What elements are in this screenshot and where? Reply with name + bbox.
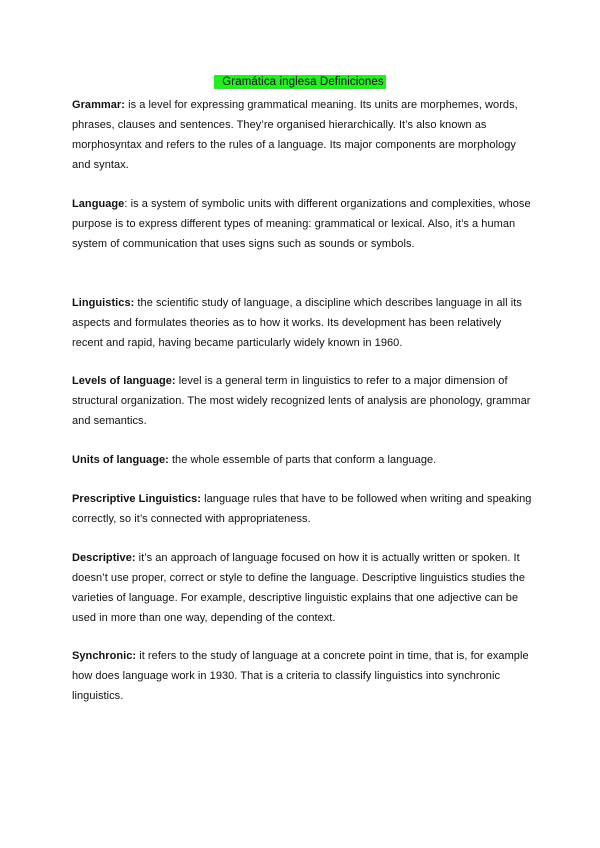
- definition-text-linguistics: the scientific study of language, a discipline which describes language in all its aspects and formulates theories as to how it works. Its development has been relatively recent and rapid, having became particularly widely known in 1960.: [72, 297, 522, 349]
- definition-text-grammar: is a level for expressing grammatical meaning. Its units are morphemes, words, phrases, clauses and sentences. They’re organised hierarchically. It’s also known as morphosyntax and refers to the rules of a language. Its major components are morphology and syntax.: [72, 99, 518, 171]
- definition-text-prescriptive-linguistics: language rules that have to be followed when writing and speaking correctly, so it’s connected with appropriateness.: [72, 493, 532, 525]
- definition-language: [72, 194, 532, 254]
- definition-text-synchronic: it refers to the study of language at a concrete point in time, that is, for example how does language work in 1930. That is a criteria to classify linguistics into synchronic linguistics.: [72, 650, 529, 702]
- document-title: Gramática inglesa Definiciones: [214, 75, 386, 89]
- definition-levels-of-language: [72, 371, 532, 431]
- definition-text-descriptive: it’s an approach of language focused on how it is actually written or spoken. It doesn’t use proper, correct or style to define the language. Descriptive linguistics studies the varieties of language. For example, descriptive linguistic explains that one adjective can be used in more than one way, depending of the context.: [72, 552, 525, 624]
- definition-text-language: : is a system of symbolic units with different organizations and complexities, whose purpose is to express different types of meaning: grammatical or lexical. Also, it’s a human system of communication that uses signs such as sounds or symbols.: [72, 198, 531, 250]
- definition-synchronic: [72, 646, 532, 706]
- title-wrap: [0, 72, 600, 90]
- definition-prescriptive-linguistics: [72, 489, 532, 529]
- term-linguistics: Linguistics:: [72, 297, 135, 309]
- definition-units-of-language: [72, 450, 532, 470]
- definition-text-units-of-language: the whole essemble of parts that conform a language.: [168, 454, 437, 466]
- term-synchronic: Synchronic:: [72, 650, 137, 662]
- definition-grammar: [72, 95, 532, 175]
- definition-linguistics: [72, 293, 532, 353]
- term-descriptive: Descriptive:: [72, 552, 136, 564]
- definition-descriptive: [72, 548, 532, 628]
- definition-text-levels-of-language: level is a general term in linguistics to refer to a major dimension of structural organization. The most widely recognized lents of analysis are phonology, grammar and semantics.: [72, 375, 531, 427]
- term-grammar: Grammar:: [72, 99, 125, 111]
- term-levels-of-language: Levels of language:: [72, 375, 176, 387]
- term-language: Language: [72, 198, 125, 210]
- term-units-of-language: Units of language:: [72, 454, 169, 466]
- term-prescriptive-linguistics: Prescriptive Linguistics:: [72, 493, 202, 505]
